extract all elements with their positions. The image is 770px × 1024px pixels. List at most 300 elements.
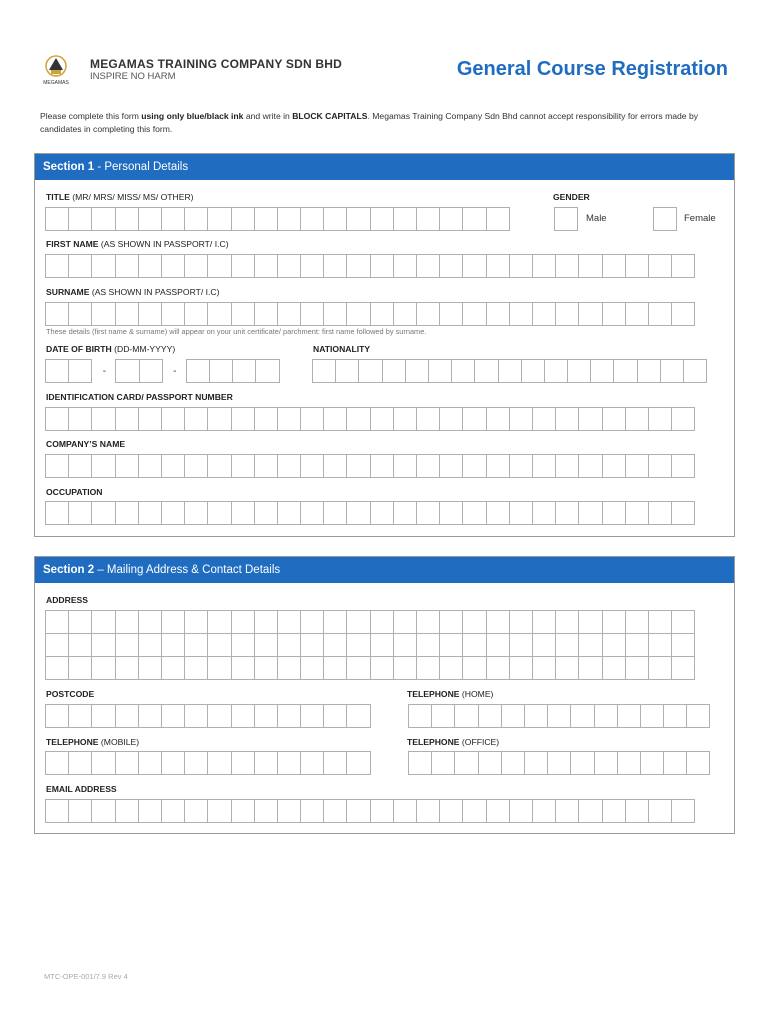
char-box[interactable] [91, 254, 115, 278]
char-box[interactable] [370, 454, 394, 478]
char-box[interactable] [555, 633, 579, 657]
char-box[interactable] [346, 254, 370, 278]
char-box[interactable] [637, 359, 661, 383]
char-box[interactable] [663, 751, 687, 775]
char-box[interactable] [439, 407, 463, 431]
char-box[interactable] [323, 633, 347, 657]
char-box[interactable] [602, 610, 626, 634]
char-box[interactable] [578, 610, 602, 634]
char-box[interactable] [184, 501, 208, 525]
char-box[interactable] [617, 751, 641, 775]
char-box[interactable] [45, 454, 69, 478]
char-box[interactable] [462, 799, 486, 823]
char-box[interactable] [346, 633, 370, 657]
char-box[interactable] [346, 407, 370, 431]
char-box[interactable] [671, 799, 695, 823]
char-box[interactable] [323, 799, 347, 823]
char-box[interactable] [184, 407, 208, 431]
char-box[interactable] [254, 501, 278, 525]
char-box[interactable] [161, 751, 185, 775]
char-box[interactable] [161, 633, 185, 657]
char-box[interactable] [625, 501, 649, 525]
char-box[interactable] [625, 454, 649, 478]
char-box[interactable] [486, 656, 510, 680]
postcode-input[interactable] [45, 704, 371, 728]
char-box[interactable] [393, 302, 417, 326]
char-box[interactable] [346, 799, 370, 823]
char-box[interactable] [254, 254, 278, 278]
char-box[interactable] [207, 254, 231, 278]
char-box[interactable] [186, 359, 210, 383]
char-box[interactable] [68, 302, 92, 326]
char-box[interactable] [428, 359, 452, 383]
char-box[interactable] [570, 751, 594, 775]
char-box[interactable] [161, 799, 185, 823]
char-box[interactable] [277, 633, 301, 657]
char-box[interactable] [277, 407, 301, 431]
char-box[interactable] [231, 254, 255, 278]
char-box[interactable] [640, 751, 664, 775]
char-box[interactable] [300, 407, 324, 431]
char-box[interactable] [486, 799, 510, 823]
char-box[interactable] [115, 704, 139, 728]
char-box[interactable] [578, 656, 602, 680]
char-box[interactable] [91, 610, 115, 634]
char-box[interactable] [532, 454, 556, 478]
char-box[interactable] [509, 610, 533, 634]
char-box[interactable] [277, 454, 301, 478]
char-box[interactable] [300, 610, 324, 634]
char-box[interactable] [91, 633, 115, 657]
char-box[interactable] [648, 454, 672, 478]
first-name-input[interactable] [45, 254, 695, 278]
char-box[interactable] [161, 454, 185, 478]
char-box[interactable] [532, 633, 556, 657]
title-input[interactable] [45, 207, 510, 231]
char-box[interactable] [555, 407, 579, 431]
char-box[interactable] [625, 633, 649, 657]
char-box[interactable] [68, 751, 92, 775]
char-box[interactable] [683, 359, 707, 383]
char-box[interactable] [648, 501, 672, 525]
char-box[interactable] [462, 633, 486, 657]
char-box[interactable] [184, 254, 208, 278]
email-input[interactable] [45, 799, 695, 823]
char-box[interactable] [370, 254, 394, 278]
char-box[interactable] [161, 407, 185, 431]
char-box[interactable] [439, 799, 463, 823]
char-box[interactable] [45, 501, 69, 525]
char-box[interactable] [602, 407, 626, 431]
char-box[interactable] [207, 501, 231, 525]
char-box[interactable] [521, 359, 545, 383]
char-box[interactable] [555, 656, 579, 680]
char-box[interactable] [346, 751, 370, 775]
char-box[interactable] [416, 302, 440, 326]
char-box[interactable] [532, 656, 556, 680]
char-box[interactable] [207, 207, 231, 231]
char-box[interactable] [602, 633, 626, 657]
char-box[interactable] [501, 704, 525, 728]
char-box[interactable] [578, 799, 602, 823]
char-box[interactable] [45, 751, 69, 775]
char-box[interactable] [498, 359, 522, 383]
char-box[interactable] [370, 207, 394, 231]
ic-passport-input[interactable] [45, 407, 695, 431]
char-box[interactable] [532, 799, 556, 823]
char-box[interactable] [370, 633, 394, 657]
char-box[interactable] [648, 610, 672, 634]
telephone-office-input[interactable] [408, 751, 710, 775]
company-name-input[interactable] [45, 454, 695, 478]
char-box[interactable] [486, 254, 510, 278]
char-box[interactable] [91, 704, 115, 728]
char-box[interactable] [277, 610, 301, 634]
char-box[interactable] [231, 407, 255, 431]
char-box[interactable] [231, 633, 255, 657]
char-box[interactable] [68, 359, 92, 383]
char-box[interactable] [68, 656, 92, 680]
char-box[interactable] [393, 501, 417, 525]
char-box[interactable] [300, 704, 324, 728]
char-box[interactable] [602, 302, 626, 326]
char-box[interactable] [184, 751, 208, 775]
char-box[interactable] [323, 302, 347, 326]
char-box[interactable] [300, 799, 324, 823]
char-box[interactable] [115, 656, 139, 680]
char-box[interactable] [532, 302, 556, 326]
char-box[interactable] [45, 799, 69, 823]
char-box[interactable] [439, 656, 463, 680]
char-box[interactable] [254, 610, 278, 634]
char-box[interactable] [405, 359, 429, 383]
char-box[interactable] [509, 254, 533, 278]
char-box[interactable] [277, 799, 301, 823]
char-box[interactable] [393, 454, 417, 478]
char-box[interactable] [370, 610, 394, 634]
char-box[interactable] [231, 751, 255, 775]
char-box[interactable] [648, 633, 672, 657]
char-box[interactable] [323, 704, 347, 728]
char-box[interactable] [91, 501, 115, 525]
char-box[interactable] [138, 704, 162, 728]
address-line-3[interactable] [45, 656, 695, 680]
char-box[interactable] [300, 207, 324, 231]
char-box[interactable] [570, 704, 594, 728]
char-box[interactable] [346, 501, 370, 525]
char-box[interactable] [486, 610, 510, 634]
char-box[interactable] [300, 454, 324, 478]
char-box[interactable] [207, 704, 231, 728]
char-box[interactable] [454, 751, 478, 775]
char-box[interactable] [184, 633, 208, 657]
char-box[interactable] [393, 254, 417, 278]
char-box[interactable] [68, 704, 92, 728]
char-box[interactable] [91, 751, 115, 775]
char-box[interactable] [115, 359, 139, 383]
char-box[interactable] [462, 407, 486, 431]
char-box[interactable] [431, 704, 455, 728]
char-box[interactable] [454, 704, 478, 728]
char-box[interactable] [300, 254, 324, 278]
char-box[interactable] [346, 454, 370, 478]
char-box[interactable] [138, 633, 162, 657]
char-box[interactable] [91, 302, 115, 326]
char-box[interactable] [277, 207, 301, 231]
char-box[interactable] [416, 454, 440, 478]
char-box[interactable] [323, 254, 347, 278]
char-box[interactable] [184, 302, 208, 326]
char-box[interactable] [640, 704, 664, 728]
char-box[interactable] [625, 302, 649, 326]
char-box[interactable] [68, 501, 92, 525]
char-box[interactable] [648, 656, 672, 680]
char-box[interactable] [648, 407, 672, 431]
char-box[interactable] [45, 207, 69, 231]
char-box[interactable] [416, 610, 440, 634]
char-box[interactable] [370, 501, 394, 525]
char-box[interactable] [451, 359, 475, 383]
char-box[interactable] [115, 610, 139, 634]
char-box[interactable] [254, 454, 278, 478]
char-box[interactable] [91, 799, 115, 823]
char-box[interactable] [439, 207, 463, 231]
char-box[interactable] [45, 704, 69, 728]
address-line-2[interactable] [45, 633, 695, 657]
char-box[interactable] [555, 302, 579, 326]
telephone-mobile-input[interactable] [45, 751, 371, 775]
char-box[interactable] [115, 302, 139, 326]
char-box[interactable] [68, 454, 92, 478]
char-box[interactable] [231, 799, 255, 823]
char-box[interactable] [207, 656, 231, 680]
char-box[interactable] [686, 704, 710, 728]
char-box[interactable] [45, 407, 69, 431]
char-box[interactable] [138, 799, 162, 823]
char-box[interactable] [393, 407, 417, 431]
char-box[interactable] [578, 302, 602, 326]
char-box[interactable] [232, 359, 256, 383]
char-box[interactable] [439, 302, 463, 326]
char-box[interactable] [115, 799, 139, 823]
char-box[interactable] [555, 254, 579, 278]
char-box[interactable] [648, 302, 672, 326]
char-box[interactable] [161, 254, 185, 278]
char-box[interactable] [115, 633, 139, 657]
char-box[interactable] [462, 656, 486, 680]
char-box[interactable] [547, 704, 571, 728]
char-box[interactable] [509, 302, 533, 326]
char-box[interactable] [45, 254, 69, 278]
char-box[interactable] [625, 610, 649, 634]
char-box[interactable] [184, 799, 208, 823]
char-box[interactable] [439, 610, 463, 634]
char-box[interactable] [207, 454, 231, 478]
char-box[interactable] [231, 454, 255, 478]
char-box[interactable] [300, 633, 324, 657]
char-box[interactable] [254, 799, 278, 823]
char-box[interactable] [509, 501, 533, 525]
char-box[interactable] [648, 254, 672, 278]
gender-male-checkbox[interactable] [554, 207, 578, 231]
char-box[interactable] [45, 656, 69, 680]
char-box[interactable] [207, 610, 231, 634]
char-box[interactable] [138, 207, 162, 231]
char-box[interactable] [416, 633, 440, 657]
char-box[interactable] [115, 254, 139, 278]
char-box[interactable] [254, 407, 278, 431]
char-box[interactable] [138, 407, 162, 431]
char-box[interactable] [45, 302, 69, 326]
char-box[interactable] [254, 751, 278, 775]
gender-female-checkbox[interactable] [653, 207, 677, 231]
char-box[interactable] [370, 407, 394, 431]
char-box[interactable] [555, 799, 579, 823]
char-box[interactable] [625, 254, 649, 278]
char-box[interactable] [509, 407, 533, 431]
char-box[interactable] [439, 633, 463, 657]
char-box[interactable] [231, 302, 255, 326]
char-box[interactable] [416, 501, 440, 525]
char-box[interactable] [509, 633, 533, 657]
char-box[interactable] [277, 254, 301, 278]
char-box[interactable] [184, 656, 208, 680]
char-box[interactable] [671, 656, 695, 680]
char-box[interactable] [671, 454, 695, 478]
char-box[interactable] [617, 704, 641, 728]
char-box[interactable] [486, 454, 510, 478]
char-box[interactable] [254, 656, 278, 680]
char-box[interactable] [231, 207, 255, 231]
char-box[interactable] [161, 207, 185, 231]
char-box[interactable] [578, 501, 602, 525]
char-box[interactable] [625, 656, 649, 680]
char-box[interactable] [671, 302, 695, 326]
char-box[interactable] [161, 501, 185, 525]
char-box[interactable] [300, 302, 324, 326]
char-box[interactable] [439, 454, 463, 478]
telephone-home-input[interactable] [408, 704, 710, 728]
char-box[interactable] [254, 633, 278, 657]
char-box[interactable] [231, 656, 255, 680]
char-box[interactable] [602, 501, 626, 525]
char-box[interactable] [91, 454, 115, 478]
char-box[interactable] [594, 751, 618, 775]
char-box[interactable] [671, 610, 695, 634]
char-box[interactable] [686, 751, 710, 775]
char-box[interactable] [184, 207, 208, 231]
char-box[interactable] [671, 407, 695, 431]
char-box[interactable] [478, 704, 502, 728]
char-box[interactable] [671, 254, 695, 278]
char-box[interactable] [254, 207, 278, 231]
char-box[interactable] [439, 501, 463, 525]
char-box[interactable] [393, 656, 417, 680]
char-box[interactable] [323, 407, 347, 431]
char-box[interactable] [555, 454, 579, 478]
dob-input[interactable] [45, 359, 280, 383]
char-box[interactable] [578, 407, 602, 431]
char-box[interactable] [231, 704, 255, 728]
char-box[interactable] [408, 751, 432, 775]
char-box[interactable] [370, 302, 394, 326]
char-box[interactable] [393, 799, 417, 823]
char-box[interactable] [671, 633, 695, 657]
char-box[interactable] [660, 359, 684, 383]
char-box[interactable] [68, 254, 92, 278]
char-box[interactable] [255, 359, 279, 383]
char-box[interactable] [68, 633, 92, 657]
address-line-1[interactable] [45, 610, 695, 634]
char-box[interactable] [462, 254, 486, 278]
char-box[interactable] [277, 751, 301, 775]
char-box[interactable] [277, 501, 301, 525]
char-box[interactable] [207, 302, 231, 326]
char-box[interactable] [393, 633, 417, 657]
char-box[interactable] [209, 359, 233, 383]
char-box[interactable] [139, 359, 163, 383]
char-box[interactable] [300, 656, 324, 680]
char-box[interactable] [478, 751, 502, 775]
char-box[interactable] [486, 302, 510, 326]
char-box[interactable] [254, 302, 278, 326]
char-box[interactable] [161, 704, 185, 728]
char-box[interactable] [323, 751, 347, 775]
char-box[interactable] [416, 656, 440, 680]
char-box[interactable] [138, 254, 162, 278]
char-box[interactable] [578, 633, 602, 657]
char-box[interactable] [547, 751, 571, 775]
char-box[interactable] [68, 407, 92, 431]
char-box[interactable] [323, 656, 347, 680]
char-box[interactable] [532, 610, 556, 634]
char-box[interactable] [138, 610, 162, 634]
surname-input[interactable] [45, 302, 695, 326]
char-box[interactable] [462, 207, 486, 231]
char-box[interactable] [524, 704, 548, 728]
char-box[interactable] [486, 633, 510, 657]
char-box[interactable] [594, 704, 618, 728]
char-box[interactable] [509, 454, 533, 478]
char-box[interactable] [462, 501, 486, 525]
char-box[interactable] [45, 610, 69, 634]
char-box[interactable] [231, 501, 255, 525]
char-box[interactable] [277, 704, 301, 728]
char-box[interactable] [184, 704, 208, 728]
occupation-input[interactable] [45, 501, 695, 525]
char-box[interactable] [91, 656, 115, 680]
char-box[interactable] [602, 799, 626, 823]
char-box[interactable] [602, 656, 626, 680]
char-box[interactable] [68, 207, 92, 231]
char-box[interactable] [45, 633, 69, 657]
char-box[interactable] [370, 656, 394, 680]
char-box[interactable] [335, 359, 359, 383]
char-box[interactable] [161, 656, 185, 680]
char-box[interactable] [474, 359, 498, 383]
char-box[interactable] [416, 799, 440, 823]
char-box[interactable] [382, 359, 406, 383]
char-box[interactable] [138, 302, 162, 326]
char-box[interactable] [358, 359, 382, 383]
char-box[interactable] [509, 799, 533, 823]
char-box[interactable] [501, 751, 525, 775]
char-box[interactable] [625, 407, 649, 431]
char-box[interactable] [115, 407, 139, 431]
char-box[interactable] [509, 656, 533, 680]
char-box[interactable] [486, 407, 510, 431]
char-box[interactable] [462, 610, 486, 634]
